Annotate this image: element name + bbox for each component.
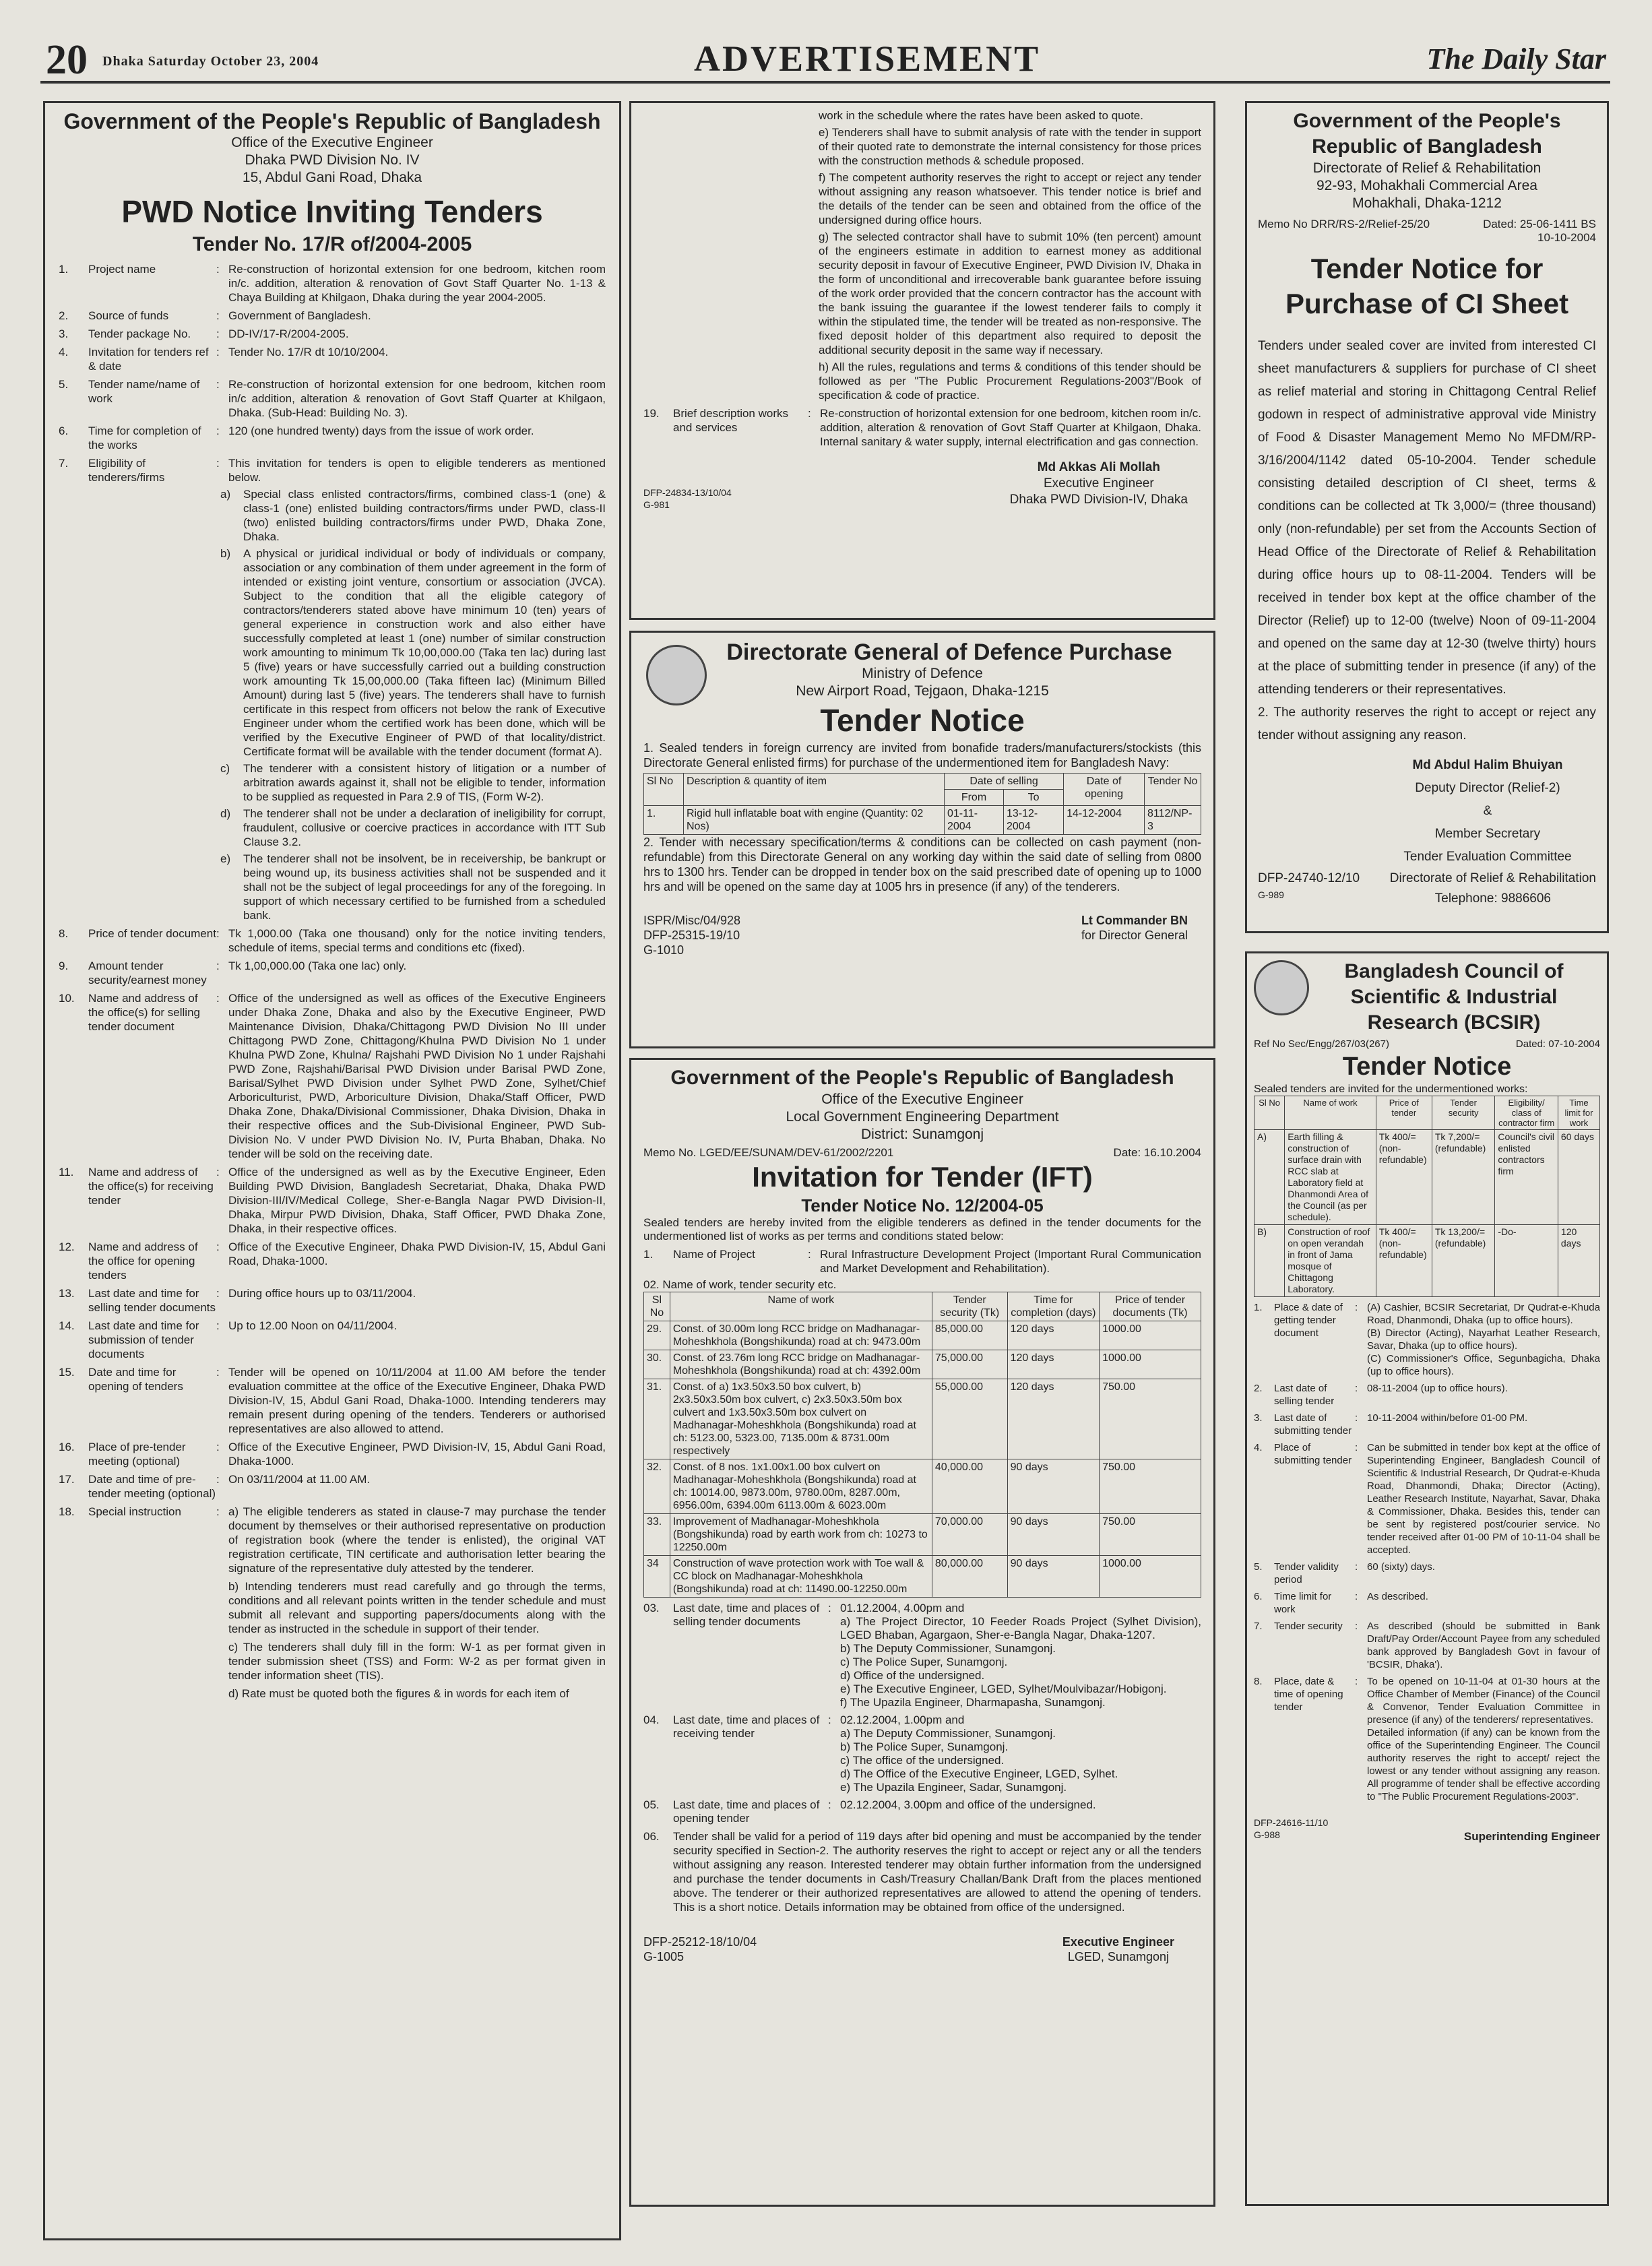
list-item: g) The selected contractor shall have to submit 10% (ten percent) amount of the engineers estimate in addition to earnest money as additional security deposit in favour of Executive Engineer, PWD Division IV, Dhaka in the form of unconditional and irrecoverable bank guarantee before issuing of the work order provided that the concern contractor has the account with the bank issuing the guarantee if the lowest tenderer fails to comply it within the stipulated time, the tender will be treated as non-responsive. The fixed deposit holder of this department also required to deposit the additional security deposit in the same way if necessary.	[819, 230, 1201, 356]
table-row: 34 Construction of wave protection work with Toe wall & CC block on Madhanagar-Moheshkhola (Bongshikunda) road at ch: 11490.00-12250.00m 80,000.00 90 days 1000.00	[644, 1556, 1201, 1598]
list-item: 1. Place & date of getting tender document : (A) Cashier, BCSIR Secretariat, Dr Qudrat-e-Khuda Road, Dhanmondi, Dhaka (up to office hours). (B) Director (Acting), Nayarhat Leather Research, Savar, Dhaka (up to office hours). (C) Commissioner's Office, Segunbagicha, Dhaka (up to office hours).	[1254, 1302, 1600, 1377]
list-item: h) All the rules, regulations and terms & conditions of this tender should be followed as per "The Public Procurement Regulations-2003"/Book of specification & code of practice.	[819, 360, 1201, 402]
lged-table: Sl No Name of work Tender security (Tk) Time for completion (days) Price of tender documents (Tk) 29. Const. of 30.00m long RCC bridge on Madhanagar-Moheshkhola (Bongshikunda) road at ch: 9473.00m 85,000.00 120 days 1000.00 30. Const. of 23.76m long RCC bridge on Madhanagar-Moheshkhola (Bongshikunda) road at ch: 4392.00m 75,000.00 120 days 1000.00 31. Const. of a) 1x3.50x3.50 box culvert, b) 2x3.50x3.50m box culvert, c) 2x3.50x3.50m box culvert and 1x3.50x3.50m box culvert on Madhanagar-Moheshkhola (Bongshikunda) road at ch: 5123.00, 5323.00, 7135.00m & 8731.00m respectively 55,000.00 120 days 750.00 32. Const. of 8 nos. 1x1.00x1.00 box culvert on Madhanagar-Moheshkhola (Bongshikunda) road at ch: 10014.00, 9873.00m, 9780.00m, 8287.00m, 6956.00m, 6394.00m 6113.00m & 6023.00m 40,000.00 90 days 750.00 33. Improvement of Madhanagar-Moheshkhola (Bongshikunda) road by earth work from ch: 10273 to 12250.00m 70,000.00 90 days 750.00 34 Construction of wave protection work with Toe wall & CC block on Madhanagar-Moheshkhola (Bongshikunda) road at ch: 11490.00-12250.00m 80,000.00 90 days 1000.00	[643, 1292, 1201, 1598]
page-number: 20	[46, 37, 88, 83]
lged-sub-2: Local Government Engineering Department	[786, 1109, 1059, 1125]
pwd-items	[59, 262, 606, 484]
list-item: e) Tenderers shall have to submit analysis of rate with the tender in support of their quoted rate to demonstrate the internal consistency for those prices with the construction methods & schedule proposed.	[819, 126, 1201, 167]
list-item: 8. Price of tender document : Tk 1,000.00 (Taka one thousand) only for the notice inviting tenders, schedule of items, special terms and conditions etc (fixed).	[59, 927, 606, 954]
masthead	[40, 34, 1610, 84]
list-item: 10. Name and address of the office(s) for selling tender document : Office of the undersigned as well as offices of the Executive Engineers under Dhaka Zone, Dhaka and also by the Executive Engineer, PWD Maintenance Division, Dhaka/Chittagong PWD Division No III under Chittagong PWD Zone, Chittagong/Khulna PWD Division No 1 under Khulna PWD Zone, Khulna/ Rajshahi PWD Division No 1 under Rajshahi PWD Zone, Rajshahi/Barisal PWD Division under Barisal PWD Zone, Barisal/Sylhet PWD Division under Sylhet PWD Zone, Sylhet/Chief Arboriculturist, PWD, Arboriculture Division, Dhaka/Staff Officer, PWD Dhaka Zone, Dhaka/Divisional Commissioner, Dhaka Division, Dhaka in their respective offices and the Sub-Divisional Engineer, PWD Sub-Division No. V under PWD Division No. IV, Purta Bhaban, Dhaka. No tender will be sold on the receiving date.	[59, 992, 606, 1160]
list-item: a) Special class enlisted contractors/firms, combined class-1 (one) & class-1 (one) enlisted building contractors/firms under PWD, class-II (two) enlisted building contractors/firms under PWD, Dhaka Zone, Dhaka.	[220, 488, 606, 543]
list-item: c) The tenderers shall duly fill in the form: W-1 as per format given in tender submission sheet (TSS) and Form: W-2 as per format given in tender information sheet (TIS).	[228, 1641, 606, 1682]
table-row: 30. Const. of 23.76m long RCC bridge on Madhanagar-Moheshkhola (Bongshikunda) road at ch: 4392.00m 75,000.00 120 days 1000.00	[644, 1350, 1201, 1379]
list-item: 18. Special instruction : a) The eligible tenderers as stated in clause-7 may purchase the tender document by themselves or their authorised representative on production of registration book (where the tender is enlisted), the original VAT registration certificate, TIN certificate and authorisation letter bearing the signature of the representative duly attested by the tenderer.	[59, 1505, 606, 1575]
table-row: 29. Const. of 30.00m long RCC bridge on Madhanagar-Moheshkhola (Bongshikunda) road at ch: 9473.00m 85,000.00 120 days 1000.00	[644, 1321, 1201, 1350]
relief-ref-1: DFP-24740-12/10	[1258, 871, 1360, 885]
relief-sub-3: Mohakhali, Dhaka-1212	[1352, 195, 1502, 211]
pwd-notice-continued	[629, 101, 1215, 620]
lged-works-label: 02. Name of work, tender security etc.	[643, 1278, 837, 1291]
dgdp-ref-2: DFP-25315-19/10	[643, 929, 740, 942]
list-item: 6. Time limit for work : As described.	[1254, 1591, 1428, 1615]
bcsir-ref-1: DFP-24616-11/10	[1254, 1817, 1329, 1828]
table-row: B) Construction of roof on open verandah in front of Jama mosque of Chittagong Laboratory. Tk 400/= (non-refundable) Tk 13,200/= (refundable) -Do- 120 days	[1254, 1225, 1600, 1297]
list-item: 14. Last date and time for submission of tender documents : Up to 12.00 Noon on 04/11/2004.	[59, 1319, 398, 1360]
pwd-gov: Government of the People's Republic of Bangladesh	[63, 109, 601, 133]
list-item: c) The tenderer with a consistent history of litigation or a number of arbitration awards against it, shall not be eligible to tender, information to be supplied as requested in Para 2.9 of TIS, (Form W-2).	[220, 762, 606, 803]
bcsir-intro: Sealed tenders are invited for the undermentioned works:	[1254, 1083, 1528, 1095]
pwd-signer-name: Md Akkas Ali Mollah	[1037, 460, 1160, 474]
table-row: A) Earth filling & construction of surface drain with RCC slab at Laboratory field at Dhanmondi Area of the Council (as per schedule). Tk 400/= (non-refundable) Tk 7,200/= (refundable) Council's civil enlisted contractors firm 60 days	[1254, 1130, 1600, 1225]
list-item: e) The tenderer shall not be insolvent, be in receivership, be bankrupt or being wound up, its business activities shall not be suspended and it shall not be the subject of legal proceedings for any of the foregoing. In support of which necessary certified to be furnished from a scheduled bank.	[220, 852, 606, 922]
list-item: 4. Invitation for tenders ref & date : Tender No. 17/R dt 10/10/2004.	[59, 346, 389, 373]
lged-ref-2: G-1005	[643, 1950, 685, 1963]
dgdp-signer: Lt Commander BN	[1081, 914, 1188, 927]
dgdp-signer-title: for Director General	[1081, 929, 1188, 942]
list-item: 7. Eligibility of tenderers/firms : This invitation for tenders is open to eligible tenderers as mentioned below.	[59, 457, 606, 484]
list-item: 1. Project name : Re-construction of horizontal extension for one bedroom, kitchen room in/c. addition, alteration & renovation of Govt Staff Quarter No. 1-13 & Chaya Building at Khilgaon, Dhaka during the year 2004-2005.	[59, 263, 606, 304]
lged-sub-3: District: Sunamgonj	[860, 1127, 984, 1142]
pwd-ref-2: G-981	[643, 499, 670, 510]
list-item: 2. Source of funds : Government of Bangladesh.	[59, 309, 371, 322]
dgdp-table: Sl No Description & quantity of item Date of selling Date of opening Tender No From To 1. Rigid hull inflatable boat with engine (Quantity: 02 Nos) 01-11-2004 13-12-2004 14-12-2004 8112/NP-3	[643, 773, 1201, 835]
list-item: 3. Tender package No. : DD-IV/17-R/2004-2005.	[59, 327, 349, 340]
lged-ref-1: DFP-25212-18/10/04	[643, 1935, 757, 1949]
dgdp-para-2: 2. Tender with necessary specification/terms & conditions can be collected on cash payment (non-refundable) from this Directorate General on any working day within the said date of selling from 0800 hrs to 1300 hrs. Tender can be dropped in tender box on the said prescribed date of opening up to 1000 hrs and will be opened on the same day at 1005 hrs in presence (if any) of the tenderers.	[643, 836, 1201, 893]
bcsir-title: Bangladesh Council of Scientific & Industrial Research (BCSIR)	[1344, 960, 1564, 1034]
lged-date: Date: 16.10.2004	[1113, 1146, 1201, 1159]
lged-title: Invitation for Tender (IFT)	[752, 1161, 1093, 1193]
pwd-title: PWD Notice Inviting Tenders	[121, 194, 543, 229]
lged-clause-06: 06. Tender shall be valid for a period of 119 days after bid opening and must be accompanied by the tender security specified in Section-2. The authority reserves the right to accept or reject any or all the tenders without assigning any reason. Interested tenderer may obtain further information from the undersigned and purchase the tender documents in Cash/Treasury Challan/Bank Draft from the places mentioned above. The tenderer or their authorized representatives are allowed to attend the opening of tenders. This is a short notice. Details information may be obtained from office of the undersigned.	[643, 1830, 1201, 1914]
dgdp-sub-1: Ministry of Defence	[862, 666, 983, 681]
relief-notice: Government of the People's Republic of Bangladesh Directorate of Relief & Rehabilitation 92-93, Mohakhali Commercial Area Mohakhali, Dhaka-1212 Memo No DRR/RS-2/Relief-25/20 Dated: 25-06-1411 BS 10-10-2004 Tender Notice for Purchase of CI Sheet Tenders under sealed cover are invited from interested CI sheet manufacturers & suppliers for purchase of CI sheet as relief material and storing in Chittagong Central Relief godown in respect of administrative approval vide Ministry of Food & Disaster Management Memo No MFDM/RP-3/16/2004/1142 dated 05-10-2004. Tender schedule consisting detailed description of CI sheet, terms & conditions can be collected at Tk 3,000/= (three thousand) only (non-refundable) per set from the Accounts Section of Head Office of the Directorate of Relief & Rehabilitation during office hours up to 08-11-2004. Tenders will be received in tender box kept at the office chamber of the Director (Relief) up to 12-00 (twelve) Noon of 09-11-2004 and opened on the same day at 12-30 (twelve thirty) hours at the place of submitting tender in presence (if any) of the attending tenderers or their representatives. 2. The authority reserves the right to accept or reject any tender without assigning any reason. Md Abdul Halim Bhuiyan Deputy Director (Relief-2) & Member Secretary Tender Evaluation Committee DFP-24740-12/10 G-989 Directorate of Relief & Rehabilitation Telephone: 9886606	[1245, 101, 1609, 933]
table-row: 1. Rigid hull inflatable boat with engine (Quantity: 02 Nos) 01-11-2004 13-12-2004 14-12-2004 8112/NP-3	[644, 806, 1201, 835]
dgdp-ref-3: G-1010	[643, 943, 685, 957]
relief-date-1: Dated: 25-06-1411 BS	[1483, 218, 1596, 230]
list-item: 5. Tender validity period : 60 (sixty) days.	[1254, 1561, 1435, 1585]
pwd-signer-title: Executive Engineer	[1043, 476, 1154, 491]
bcsir-date: Dated: 07-10-2004	[1515, 1038, 1600, 1050]
list-item: 04. Last date, time and places of receiving tender : 02.12.2004, 1.00pm and a) The Deputy Commissioner, Sunamgonj. b) The Police Super, Sunamgonj. c) The office of the undersigned. d) The Office of the Executive Engineer, LGED, Sylhet. e) The Upazila Engineer, Sadar, Sunamgonj.	[643, 1713, 1118, 1794]
list-item: 2. Last date of selling tender : 08-11-2004 (up to office hours).	[1254, 1383, 1508, 1407]
list-item: 8. Place, date & time of opening tender : To be opened on 10-11-04 at 01-30 hours at the Office Chamber of Member (Finance) of the Council & Convenor, Tender Evaluation Committee in presence (if any) of the tenderers/ representatives. Detailed information (if any) can be known from the office of the Superintending Engineer. The Council authority reserves the right to accept/ reject the lowest or any tender without assigning any reason. All programme of tender shall be effective according to "The Public Procurement Regulations-2003".	[1254, 1676, 1600, 1802]
bcsir-logo-icon	[1254, 960, 1309, 1015]
section-title: ADVERTISEMENT	[694, 38, 1041, 79]
pwd-eligibility	[220, 487, 606, 922]
list-item: 3. Last date of submitting tender : 10-11-2004 within/before 01-00 PM.	[1254, 1412, 1528, 1437]
list-item: b) A physical or juridical individual or body of individuals or company, association or any combination of them under agreement in the form of intended or existing joint venture, consortium or association (JVCA). Subject to the condition that all the eligible category of contractors/tenderers stated above have minimum 10 (ten) years of general experience in construction work and also either have successfully completed at least 1 (one) number of similar construction work amounting to minimum Tk 10,00,000.00 (Taka ten lac) during last 5 (five) years or have successfully carried out a building construction work amounting Tk 15,00,000.00 (Taka fifteen lac) (Minimum Billed Amount) during last 5 (five) years. The tenderers shall have to furnish certificate in this respect from officers not below the rank of Executive Engineer under whom the certified work has been done, which will be verified by the Executive Engineer of PWD of that locality/district. Certificate format will be available with the tender document (format A).	[220, 547, 606, 758]
list-item: 7. Tender security : As described (should be submitted in Bank Draft/Pay Order/Account Payee from any scheduled bank approved by Bangladesh Govt in favour of 'BCSIR, Dhaka').	[1254, 1620, 1600, 1670]
list-item: d) Rate must be quoted both the figures & in words for each item of	[228, 1687, 569, 1700]
dgdp-emblem-icon	[646, 645, 707, 705]
lged-signer: Executive Engineer	[1062, 1935, 1174, 1949]
lged-intro: Sealed tenders are hereby invited from the eligible tenderers as defined in the tender documents for the undermentioned list of works as per terms and conditions stated below:	[643, 1216, 1201, 1242]
list-item: 16. Place of pre-tender meeting (optional) : Office of the Executive Engineer, PWD Division-IV, 15, Abdul Gani Road, Dhaka-1000.	[59, 1441, 606, 1468]
dgdp-notice-title: Tender Notice	[820, 703, 1025, 738]
dgdp-notice	[629, 631, 1215, 1048]
pwd-office-1: Office of the Executive Engineer	[231, 135, 433, 150]
list-item: work in the schedule where the rates have been asked to quote.	[819, 109, 1143, 122]
bcsir-notice-title: Tender Notice	[1342, 1052, 1512, 1081]
relief-memo: Memo No DRR/RS-2/Relief-25/20	[1258, 218, 1430, 230]
dgdp-para-1: 1. Sealed tenders in foreign currency are invited from bonafide traders/manufacturers/stockists (this Directorate General enlisted firms) for purchase of the undermentioned item for Bangladesh Navy:	[643, 741, 1201, 769]
pwd-office-2: Dhaka PWD Division No. IV	[245, 152, 420, 168]
relief-date-2: 10-10-2004	[1537, 231, 1596, 244]
list-item: 13. Last date and time for selling tender documents : During office hours up to 03/11/2004.	[59, 1287, 416, 1314]
pwd-item-19: 19. Brief description works and services : Re-construction of horizontal extension for one bedroom, kitchen room in/c. addition, alteration & renovation of Govt Staff Quarter at Khilgaon, Dhaka. Internal sanitary & water supply, internal electrification and gas connection.	[643, 407, 1202, 448]
list-item: b) Intending tenderers must read carefully and go through the terms, conditions and all relevant points written in the tender schedule and must submit all relevant and supporting papers/documents along with the tender as instructed in the schedule in support of their tender.	[228, 1580, 606, 1635]
pwd-ref-1: DFP-24834-13/10/04	[643, 487, 732, 498]
dgdp-title: Directorate General of Defence Purchase	[726, 639, 1172, 665]
list-item: 17. Date and time of pre-tender meeting (optional) : On 03/11/2004 at 11.00 AM.	[59, 1473, 371, 1500]
lged-memo: Memo No. LGED/EE/SUNAM/DEV-61/2002/2201	[643, 1146, 894, 1159]
pwd-continuation	[819, 108, 1201, 402]
lged-items	[643, 1602, 1201, 1825]
lged-sub-1: Office of the Executive Engineer	[821, 1092, 1023, 1107]
table-row: 32. Const. of 8 nos. 1x1.00x1.00 box culvert on Madhanagar-Moheshkhola (Bongshikunda) road at ch: 10014.00, 9873.00m, 9780.00m, 8287.00m, 6956.00m, 6394.00m 6113.00m & 6023.00m 40,000.00 90 days 750.00	[644, 1459, 1201, 1514]
relief-title: Tender Notice for Purchase of CI Sheet	[1285, 253, 1569, 319]
issue-date: Dhaka Saturday October 23, 2004	[102, 54, 319, 69]
dgdp-sub-2: New Airport Road, Tejgaon, Dhaka-1215	[796, 683, 1049, 699]
pwd-signer-office: Dhaka PWD Division-IV, Dhaka	[1009, 493, 1188, 507]
paper-name: The Daily Star	[1426, 42, 1606, 75]
list-item: 4. Place of submitting tender : Can be submitted in tender box kept at the office of Superintending Engineer, Bangladesh Council of Scientific & Industrial Research, Dr Qudrat-e-Khuda Road, Dhanmondi, Dhaka; Director (Acting), Leather Research Institute, Nayarhat, Savar, Dhaka & Commissioner, Dhaka. Besides this, tender can be sent by registered post/courier service. No tender received after 01-00 PM of 10-11-04 shall be accepted.	[1254, 1442, 1600, 1556]
lged-project: 1. Name of Project : Rural Infrastructure Development Project (Important Rural Communication and Market Development and Rehabilitation).	[643, 1248, 1201, 1275]
bcsir-table: Sl No Name of work Price of tender Tender security Eligibility/ class of contractor firm Time limit for work A) Earth filling & construction of surface drain with RCC slab at Laboratory field at Dhanmondi Area of the Council (as per schedule). Tk 400/= (non-refundable) Tk 7,200/= (refundable) Council's civil enlisted contractors firm 60 days B) Construction of roof on open verandah in front of Jama mosque of Chittagong Laboratory. Tk 400/= (non-refundable) Tk 13,200/= (refundable) -Do- 120 days	[1254, 1096, 1600, 1297]
table-row: 33. Improvement of Madhanagar-Moheshkhola (Bongshikunda) road by earth work from ch: 10273 to 12250.00m 70,000.00 90 days 750.00	[644, 1514, 1201, 1556]
bcsir-notice	[1245, 951, 1609, 2206]
list-item: 05. Last date, time and places of opening tender : 02.12.2004, 3.00pm and office of the undersigned.	[643, 1798, 1096, 1825]
pwd-tender-no: Tender No. 17/R of/2004-2005	[192, 233, 472, 255]
pwd-office-3: 15, Abdul Gani Road, Dhaka	[242, 170, 422, 185]
list-item: 11. Name and address of the office(s) for receiving tender : Office of the undersigned as well as by the Executive Engineer, Eden Building PWD Division, Bangladesh Secretariat, Dhaka, Dhaka PWD Division-III/IV/Medical College, Sher-e-Bangla Nagar PWD Division-II, Dhaka, Mirpur PWD Division, Dhaka, Staff Officer, PWD Dhaka Zone, Dhaka, in their respective offices.	[59, 1166, 606, 1235]
pwd-items-2	[59, 926, 606, 1701]
bcsir-ref-2: G-988	[1254, 1829, 1280, 1840]
relief-ref-2: G-989	[1258, 889, 1284, 900]
relief-gov: Government of the People's Republic of Bangladesh	[1293, 110, 1561, 158]
relief-signer: Md Abdul Halim Bhuiyan	[1412, 758, 1563, 772]
bcsir-ref: Ref No Sec/Engg/267/03(267)	[1254, 1038, 1389, 1050]
relief-sub-2: 92-93, Mohakhali Commercial Area	[1316, 178, 1537, 193]
relief-para-1: Tenders under sealed cover are invited from interested CI sheet manufacturers & suppliers for purchase of CI sheet as relief material and storing in Chittagong Central Relief godown in respect of administrative approval vide Ministry of Food & Disaster Management Memo No MFDM/RP-3/16/2004/1142 dated 05-10-2004. Tender schedule consisting detailed description of CI sheet, terms & conditions can be collected at Tk 3,000/= (three thousand) only (non-refundable) per set from the Accounts Section of Head Office of the Directorate of Relief & Rehabilitation during office hours up to 08-11-2004. Tenders will be received in tender box kept at the office chamber of the Director (Relief) up to 12-00 (twelve) Noon of 09-11-2004 and opened on the same day at 12-30 (twelve thirty) hours at the place of submitting tender in presence (if any) of the attending tenderers or their representatives.	[1258, 339, 1596, 697]
list-item: 12. Name and address of the office for opening tenders : Office of the Executive Engineer, Dhaka PWD Division-IV, 15, Abdul Gani Road, Dhaka-1000.	[59, 1240, 606, 1282]
lged-tender-no: Tender Notice No. 12/2004-05	[801, 1195, 1044, 1216]
list-item: 6. Time for completion of the works : 120 (one hundred twenty) days from the issue of work order.	[59, 424, 534, 451]
pwd-notice	[43, 101, 621, 2240]
relief-para-2: 2. The authority reserves the right to accept or reject any tender without assigning any reason.	[1258, 705, 1596, 743]
dgdp-ref-1: ISPR/Misc/04/928	[643, 914, 741, 927]
lged-signer-office: LGED, Sunamgonj	[1067, 1950, 1169, 1963]
lged-gov: Government of the People's Republic of Bangladesh	[670, 1067, 1174, 1089]
list-item: 5. Tender name/name of work : Re-construction of horizontal extension for one bedroom, kitchen room in/c addition, alteration & renovation of Govt Staff Quarter at Khilgaon, Dhaka. (Sub-Head: Building No. 3).	[59, 378, 606, 419]
list-item: 03. Last date, time and places of selling tender documents : 01.12.2004, 4.00pm and a) The Project Director, 10 Feeder Roads Project (Sylhet Division), LGED Bhaban, Agargaon, Sher-e-Bangla Nagar, Dhaka-1207. b) The Deputy Commissioner, Sunamgonj. c) The Police Super, Sunamgonj. d) Office of the undersigned. e) The Executive Engineer, LGED, Sylhet/Moulvibazar/Hobigonj. f) The Upazila Engineer, Dharmapasha, Sunamgonj.	[643, 1602, 1201, 1709]
bcsir-items	[1254, 1301, 1600, 1803]
list-item: f) The competent authority reserves the right to accept or reject any tender without assigning any reason whatsoever. This tender notice is brief and the details of the tender can be seen and obtained from the office of the undersigned during office hours.	[819, 171, 1201, 226]
relief-sub-1: Directorate of Relief & Rehabilitation	[1312, 160, 1542, 176]
lged-notice	[629, 1058, 1215, 2207]
bcsir-signer: Superintending Engineer	[1463, 1830, 1600, 1843]
list-item: d) The tenderer shall not be under a declaration of ineligibility for corrupt, fraudulent, collusive or coercive practices in accordance with ITT Sub Clause 3.2.	[220, 807, 606, 848]
list-item: 15. Date and time for opening of tenders : Tender will be opened on 10/11/2004 at 11.00 AM before the tender evaluation committee at the office of the Executive Engineer, Dhaka PWD Division-IV, 15, Abdul Gani Road, Dhaka-1000. Intending tenderers may remain present during opening of the tenders. Tenderers or authorised representatives are also allowed to attend.	[59, 1366, 606, 1435]
table-row: 31. Const. of a) 1x3.50x3.50 box culvert, b) 2x3.50x3.50m box culvert, c) 2x3.50x3.50m box culvert and 1x3.50x3.50m box culvert on Madhanagar-Moheshkhola (Bongshikunda) road at ch: 5123.00, 5323.00, 7135.00m & 8731.00m respectively 55,000.00 120 days 750.00	[644, 1379, 1201, 1459]
list-item: 9. Amount tender security/earnest money : Tk 1,00,000.00 (Taka one lac) only.	[59, 959, 407, 986]
